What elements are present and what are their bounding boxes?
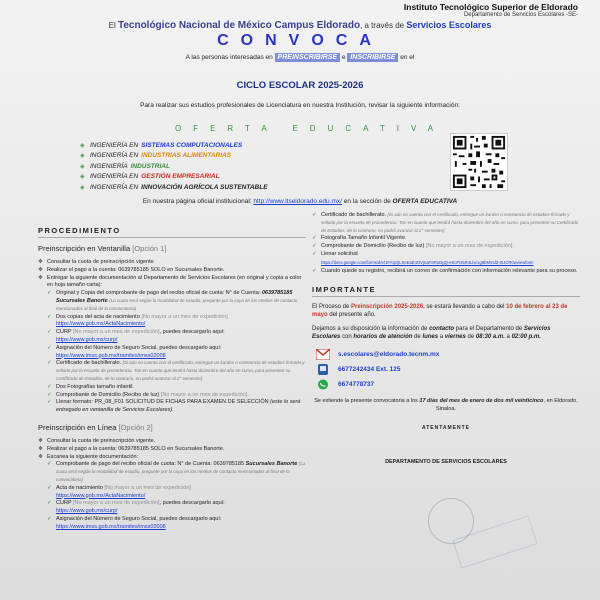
right-list [312, 212, 580, 275]
institution-name: Instituto Tecnológico Superior de Eldorado [403, 2, 578, 12]
list-item [312, 268, 580, 276]
list-item [312, 243, 580, 251]
item-text: Asignación del Número de Seguro Social, puedes descargarlo aquí: [56, 344, 222, 351]
list-text: Consultar la cuota de preinscripción vigente. [47, 437, 156, 444]
item-text: CURP [56, 329, 72, 336]
check-icon: ✓ [47, 399, 52, 406]
conjunction: e [341, 54, 346, 61]
check-icon: ✓ [312, 243, 317, 250]
web-line [0, 198, 600, 205]
bullet-icon: ❖ [38, 266, 43, 273]
check-icon: ✓ [47, 461, 52, 468]
list-text [56, 290, 306, 313]
program-name: SISTEMAS COMPUTACIONALES [141, 141, 243, 149]
contact-con: con [342, 334, 352, 341]
option1-name: Preinscripción en Ventanilla [38, 244, 131, 253]
list-item [312, 212, 580, 235]
list-text: Realizar el pago a la cuenta: 0639785185 SOLO en Sucursales Banorte. [47, 266, 225, 273]
item-bold: 0639785185 Sucursales Banorte [56, 290, 293, 304]
list-item [47, 461, 306, 484]
department-signature: DEPARTAMENTO DE SERVICIOS ESCOLARES [385, 459, 507, 466]
list-item [47, 516, 306, 532]
phone-icon [316, 364, 330, 375]
list-text: Consultar la cuota de preinscripción vigente [47, 259, 154, 265]
list-text [56, 516, 306, 532]
list-text [321, 212, 580, 235]
option2-title [38, 423, 306, 432]
item-text: Dos copias del acta de nacimiento [56, 313, 140, 320]
item-gray: [No mayor a un mes de expedición] [73, 500, 160, 507]
list-item [47, 384, 306, 392]
web-suffix: en la sección de [343, 198, 391, 205]
program-prefix: INGENIERÍA EN [90, 141, 139, 149]
proc-pre: El Proceso de [312, 304, 350, 311]
program-prefix: INGENIERÍA EN [90, 173, 139, 181]
check-icon: ✓ [47, 391, 52, 398]
option1-tag: [Opción 1] [132, 244, 167, 253]
program-name: INDUSTRIAS ALIMENTARIAS [141, 152, 232, 160]
check-icon: ✓ [47, 313, 52, 320]
item-text: Certificado de bachillerato. [56, 360, 122, 367]
interest-prefix: A las personas interesadas en [185, 54, 273, 61]
item-note: [Si aún no cuenta con el certificado, entregue un kardex o constancia de estudios firmado y sellado por la escuela de procedencia. Tan en cuanto que tendrá hasta diciembre del año en curso, para presentar su Certificado de Estudios, de lo contrario, no podrá avanzar al 2° semestre]. [56, 360, 305, 381]
check-icon: ✓ [47, 290, 52, 297]
signature-space [312, 431, 580, 453]
list-text [56, 360, 306, 383]
list-item [312, 251, 580, 268]
curp-link[interactable]: https://www.gob.mx/curp/ [56, 336, 118, 343]
proc-period: Preinscripción 2025-2026 [351, 304, 424, 311]
item-text: Comprobante de Domicilio (Recibo de luz) [321, 243, 425, 250]
closing-pre: Se extiende la presente convocatoria a los [314, 398, 418, 405]
interest-line [0, 54, 600, 61]
department-name: Departamento de Servicios Escolares -SE- [463, 12, 578, 18]
list-item [38, 267, 306, 275]
contact-mid: para el Departamento de [455, 326, 523, 333]
list-item [38, 438, 306, 446]
list-text [56, 329, 225, 345]
check-icon: ✓ [312, 267, 317, 274]
check-icon: ✓ [312, 235, 317, 242]
phone-number[interactable]: 6677242434 Ext. 125 [338, 366, 401, 374]
closing-text [312, 398, 580, 413]
contact-time: 08:30 a.m. [475, 334, 505, 341]
item-gray: [No mayor a un mes de expedición]. [425, 243, 514, 250]
bullet-icon: ◈ [80, 163, 85, 170]
bullet-icon: ◈ [80, 142, 85, 149]
whatsapp-number[interactable]: 6674778737 [338, 381, 375, 389]
item-text2: , puedes descargarlo aquí: [159, 329, 225, 336]
option1-title [38, 244, 306, 253]
list-item [38, 275, 306, 291]
list-item [47, 329, 306, 345]
program-list [80, 140, 400, 193]
check-icon: ✓ [312, 212, 317, 218]
list-text: Escanea la siguiente documentación: [47, 453, 139, 460]
intro-prefix: El [108, 21, 116, 30]
contact-pre: Dejamos a su disposición la información de [312, 326, 428, 333]
contact-time2: 02:00 p.m. [511, 334, 541, 341]
email-icon [316, 349, 330, 360]
check-icon: ✓ [47, 360, 52, 367]
item-gray: [No mayor a un mes de expedición] [141, 313, 228, 320]
list-text [56, 485, 191, 501]
check-icon: ✓ [47, 484, 52, 491]
form-link[interactable]: https://docs.google.com/forms/d/e/1FAIpQLSeEaE4OVjnaFSRoDgQ-eKcFO5R4Llvcxg8bMmdZ-0IJCR0wviewform [321, 259, 534, 265]
check-icon: ✓ [47, 329, 52, 336]
check-icon: ✓ [47, 515, 52, 522]
item-text2: , puedes descargarlo aquí: [159, 500, 225, 507]
website-link[interactable]: http://www.itseldorado.edu.mx/ [253, 198, 342, 205]
program-name: INNOVACIÓN AGRÍCOLA SUSTENTABLE [141, 183, 268, 191]
list-item [38, 446, 306, 454]
program-item [80, 161, 400, 172]
imss-link[interactable]: https://www.imss.gob.mx/tramites/imss02008 [56, 523, 166, 530]
email-link[interactable]: s.escolares@eldorado.tecnm.mx [338, 351, 440, 359]
proc-dates: 10 de febrero al 23 de mayo [312, 304, 568, 319]
intro-paragraph: Para realizar sus estudios profesionales de Licenciatura en nuestra Institución, revisar la siguiente información: [140, 102, 460, 109]
phone-row [316, 362, 580, 377]
email-row [316, 347, 580, 362]
item-note: (La cuota será según la modalidad de estudio, pregunte por la cuya en los medios de contacto mencionados al final de la convocatoria) [56, 297, 298, 311]
item-text: Llenar formato: PR_08_F01 SOLICITUD DE FICHAS PARA EXAMEN DE SELECCIÓN [56, 399, 269, 406]
check-icon: ✓ [312, 250, 317, 257]
contact-de2: de [467, 334, 475, 341]
bullet-icon: ❖ [38, 437, 43, 444]
contact-days: lunes [422, 334, 439, 341]
item-bold: Sucursales Banorte [245, 461, 298, 468]
contact-dept: Servicios Escolares [312, 326, 551, 341]
list-text [56, 345, 306, 361]
bullet-icon: ❖ [38, 274, 43, 281]
list-item [47, 360, 306, 383]
item-gray: [No mayor a un mes de expedición] [104, 484, 191, 491]
list-text: Cuando quede su registro, recibirá un correo de confirmación con información relevante para su proceso. [321, 267, 578, 274]
program-name: INDUSTRIAL [130, 162, 170, 170]
list-text [56, 500, 225, 516]
bullet-icon: ❖ [38, 445, 43, 452]
contact-word: contacto [429, 326, 455, 333]
oferta-title: OFERTA EDUCATIVA [174, 124, 446, 133]
info-column [312, 212, 580, 465]
contact-hours-label: horarios de atención [353, 334, 413, 341]
bullet-icon: ❖ [38, 453, 43, 460]
intro-institution: Tecnológico Nacional de México Campus Eldorado [117, 20, 361, 31]
web-section: OFERTA EDUCATIVA [392, 198, 458, 205]
interest-suffix: en el [400, 54, 415, 61]
importante-title: IMPORTANTE [312, 285, 580, 297]
program-prefix: INGENIERÍA EN [90, 152, 139, 160]
bullet-icon: ❖ [38, 259, 43, 265]
closing-post: , en Eldorado, Sinaloa. [436, 398, 578, 412]
web-prefix: En nuestra página oficial institucional: [142, 198, 252, 205]
list-text [56, 314, 228, 330]
acta-link[interactable]: https://www.gob.mx/ActaNacimiento/ [56, 321, 146, 328]
inscribirse-pill: INSCRIBIRSE [347, 53, 398, 62]
option2-name: Preinscripción en Línea [38, 422, 117, 432]
item-note: (La cuota será según la modalidad de estudio, pregunte por la cuya en los medios de contacto mencionados al final de la convocatoria) [56, 461, 306, 482]
atentamente: ATENTAMENTE [421, 425, 471, 432]
check-icon: ✓ [47, 344, 52, 351]
program-item [80, 172, 400, 183]
list-item [47, 314, 306, 330]
contact-de: de [414, 334, 421, 341]
program-prefix: INGENIERÍA EN [90, 183, 139, 191]
item-text: Acta de nacimiento [56, 484, 103, 491]
bullet-icon: ◈ [80, 153, 85, 160]
item-text: Original y Copia del comprobante de pago del recibo oficial de cuota: N° de Cuenta: [56, 290, 261, 297]
item-gray: [No mayor a un mes de expedición] [73, 329, 160, 336]
ciclo-escolar: CICLO ESCOLAR 2025-2026 [236, 80, 364, 91]
item-text: Llenar solicitud [321, 250, 358, 257]
imss-link[interactable]: https://www.imss.gob.mx/tramites/imss02008 [56, 352, 166, 359]
qr-code-icon[interactable] [450, 133, 508, 191]
item-gray: [No mayor a un mes de expedición]. [160, 391, 249, 398]
list-text: Dos Fotografías tamaño infantil. [56, 383, 134, 390]
item-text: Asignación del Número de Seguro Social, puedes descargarlo aquí: [56, 515, 222, 522]
list-item [47, 399, 306, 415]
option1-list [38, 259, 306, 415]
intro-service: Servicios Escolares [406, 20, 492, 30]
contact-a2: a [506, 334, 510, 341]
convoca-title: CONVOCA [217, 32, 383, 49]
program-name: GESTIÓN EMPRESARIAL [141, 173, 220, 181]
contact-text [312, 325, 580, 341]
list-text: Realizar el pago a la cuenta: 0639785185 SOLO en Sucursales Banorte. [47, 445, 225, 452]
item-text: Certificado de bachillerato. [321, 212, 387, 218]
option2-tag: [Opción 2] [118, 422, 153, 432]
list-item [38, 259, 306, 267]
contact-a: a [439, 334, 444, 341]
contact-days2: viernes [444, 334, 466, 341]
list-text: Fotografía Tamaño Infantil Vigente. [321, 235, 407, 242]
program-prefix: INGENIERÍA [90, 162, 128, 170]
list-text [56, 399, 306, 415]
list-item [47, 345, 306, 361]
item-text: CURP [56, 500, 72, 507]
option2-sublist [38, 461, 306, 531]
bullet-icon: ◈ [80, 174, 85, 181]
curp-link[interactable]: https://www.gob.mx/curp/ [56, 508, 118, 515]
check-icon: ✓ [47, 500, 52, 507]
list-item [38, 454, 306, 462]
preinscribirse-pill: PREINSCRIBIRSE [275, 53, 341, 62]
closing-date: 17 días del mes de enero de dos mil veinticinco [419, 398, 544, 405]
check-icon: ✓ [47, 383, 52, 390]
proc-end: del presente año. [329, 312, 376, 319]
procedimiento-title: PROCEDIMIENTO [38, 226, 306, 238]
intro-line [0, 20, 600, 31]
list-text [321, 243, 514, 251]
proc-mid: , se estará llevando a cabo del [423, 304, 505, 311]
item-italic: (este lo será entregado en ventanilla de Servicios Escolares). [56, 399, 301, 414]
program-item [80, 151, 400, 162]
procedimiento-column [38, 226, 306, 532]
list-item [47, 290, 306, 313]
program-item [80, 182, 400, 193]
bullet-icon: ◈ [80, 184, 85, 191]
program-item [80, 140, 400, 151]
process-text [312, 303, 580, 319]
whatsapp-icon [316, 379, 330, 390]
list-item [312, 235, 580, 243]
option2-list [38, 438, 306, 532]
item-note: [Si aún no cuenta con el certificado, entregue un kardex o constancia de estudios firmado y sellado por la escuela de procedencia. Tan en cuanto que tendrá hasta diciembre del año en curso, para presentar su Certificado de Estudios, de lo contrario, no podrá avanzar al 2° semestre]. [321, 212, 579, 233]
whatsapp-row [316, 377, 580, 392]
list-item [47, 500, 306, 516]
right-sublist [312, 212, 580, 275]
list-text [321, 251, 533, 268]
option1-sublist [38, 290, 306, 415]
list-text [56, 461, 306, 484]
acta-link[interactable]: https://www.gob.mx/ActaNacimiento/ [56, 492, 146, 499]
list-text: Entregar la siguiente documentación al Departamento de Servicios Escolares (en original y copia a color en hoja tamaño carta): [47, 274, 302, 289]
list-item [47, 485, 306, 501]
item-text: Comprobante de Domicilio (Recibo de luz) [56, 391, 160, 398]
item-text: Comprobante de pago del recibo oficial de cuota: N° de Cuenta: 0639785185 [56, 461, 245, 468]
intro-mid: , a través de [360, 21, 405, 30]
header-institution [404, 2, 578, 18]
